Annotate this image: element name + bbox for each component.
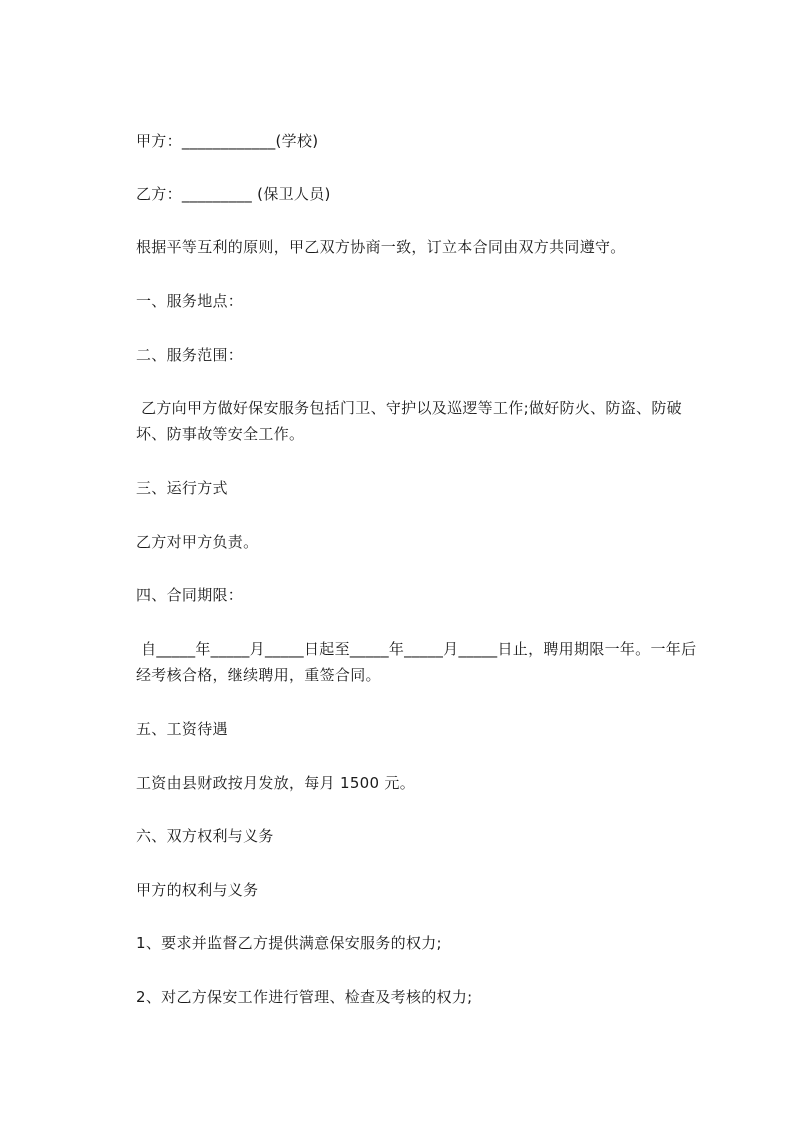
list-item-1: 1、要求并监督乙方提供满意保安服务的权力; (136, 934, 442, 952)
section-heading-service-scope: 二、服务范围： (136, 346, 244, 364)
party-a-rights-heading: 甲方的权利与义务 (136, 881, 259, 899)
service-scope-paragraph: 乙方向甲方做好保安服务包括门卫、守护以及巡逻等工作;做好防火、防盗、防破坏、防事故等安全工作。 (136, 399, 682, 443)
party-a-line: 甲方：____________(学校) (136, 132, 319, 150)
list-item-2: 2、对乙方保安工作进行管理、检查及考核的权力; (136, 988, 473, 1006)
contract-term-paragraph: 自_____年_____月_____日起至_____年_____月_____日止，聘用期限一年。一年后经考核合格，继续聘用，重签合同。 (136, 640, 697, 684)
section-heading-service-location: 一、服务地点： (136, 292, 244, 310)
operation-paragraph: 乙方对甲方负责。 (136, 533, 259, 551)
preamble-paragraph: 根据平等互利的原则，甲乙双方协商一致，订立本合同由双方共同遵守。 (136, 238, 626, 256)
section-heading-rights-obligations: 六、双方权利与义务 (136, 827, 274, 845)
section-heading-contract-term: 四、合同期限： (136, 586, 244, 604)
section-heading-salary: 五、工资待遇 (136, 720, 228, 738)
section-heading-operation: 三、运行方式 (136, 479, 228, 497)
party-b-line: 乙方：_________ (保卫人员) (136, 185, 331, 203)
salary-paragraph: 工资由县财政按月发放，每月 1500 元。 (136, 774, 416, 792)
